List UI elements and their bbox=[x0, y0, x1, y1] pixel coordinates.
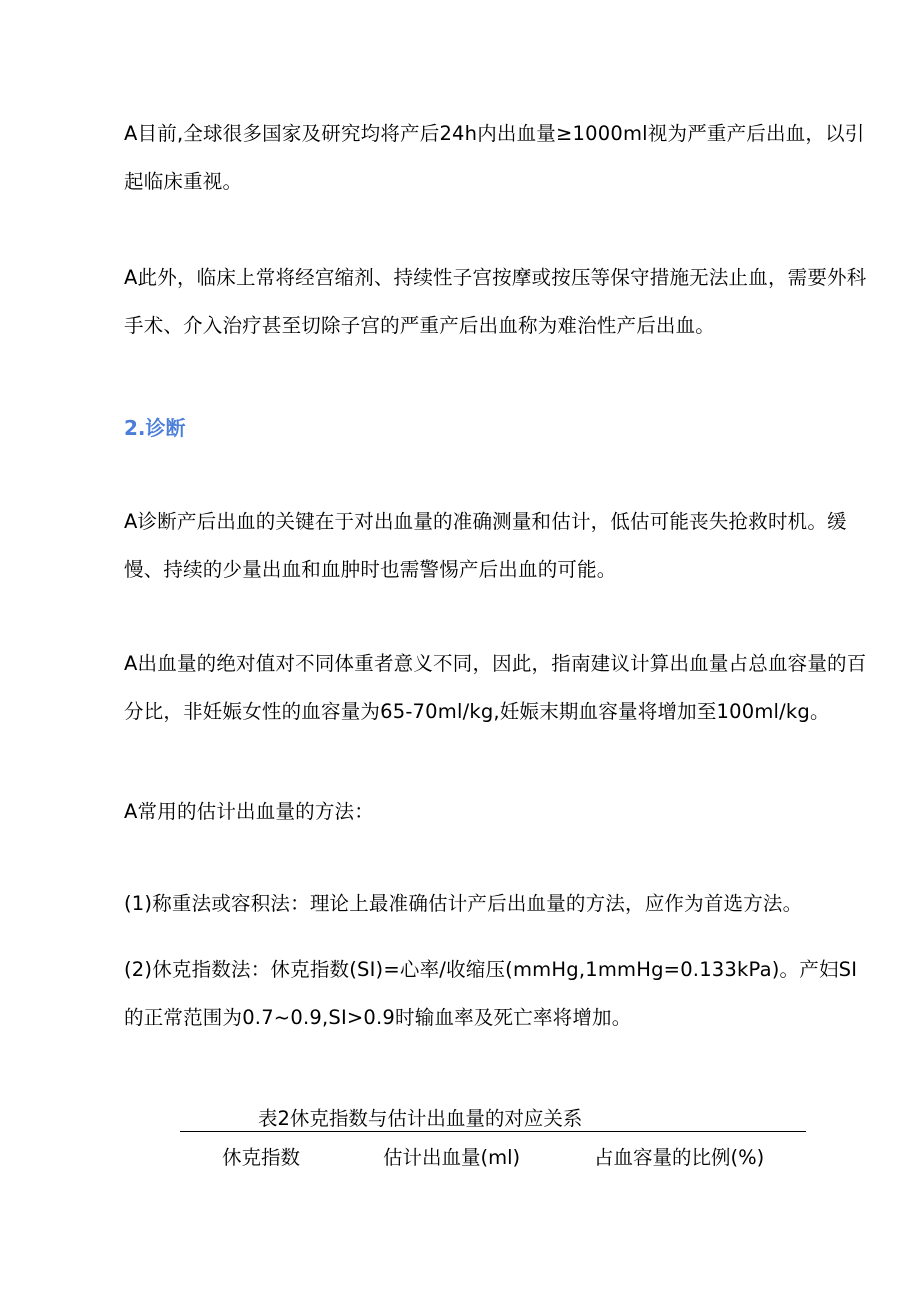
table-header-shock-index: 休克指数 bbox=[222, 1146, 301, 1169]
section-title: .诊断 bbox=[137, 416, 186, 440]
paragraph-shock-index-method: (2)休克指数法：休克指数(SI)=心率/收缩压(mmHg,1mmHg=0.133kPa)。产妇SI的正常范围为0.7~0.9,SI>0.9时输血率及死亡率将增加。 bbox=[124, 958, 858, 1029]
section-number: 2 bbox=[124, 416, 138, 440]
table-header-volume-percent: 占血容量的比例(%) bbox=[594, 1146, 765, 1169]
paragraph-blood-volume: A出血量的绝对值对不同体重者意义不同，因此，指南建议计算出血量占总血容量的百分比，非妊娠女性的血容量为65-70ml/kg,妊娠末期血容量将增加至100ml/kg。 bbox=[124, 652, 867, 723]
paragraph-diagnosis-key: A诊断产后出血的关键在于对出血量的准确测量和估计，低估可能丧失抢救时机。缓慢、持续的少量出血和血肿时也需警惕产后出血的可能。 bbox=[124, 510, 847, 581]
paragraph-refractory-pph: A此外，临床上常将经宫缩剂、持续性子宫按摩或按压等保守措施无法止血，需要外科手术、介入治疗甚至切除子宫的严重产后出血称为难治性产后出血。 bbox=[124, 266, 867, 337]
table-caption: 表2休克指数与估计出血量的对应关系 bbox=[258, 1107, 583, 1130]
table-header-blood-loss: 估计出血量(ml) bbox=[383, 1146, 521, 1169]
section-heading-diagnosis bbox=[124, 408, 186, 448]
table-top-rule bbox=[180, 1131, 806, 1132]
paragraph-weighing-method: (1)称重法或容积法：理论上最准确估计产后出血量的方法，应作为首选方法。 bbox=[124, 892, 803, 915]
paragraph-severe-pph-definition: A目前,全球很多国家及研究均将产后24h内出血量≥1000ml视为严重产后出血，以引起临床重视。 bbox=[124, 122, 865, 193]
paragraph-estimation-methods: A常用的估计出血量的方法： bbox=[124, 800, 374, 823]
